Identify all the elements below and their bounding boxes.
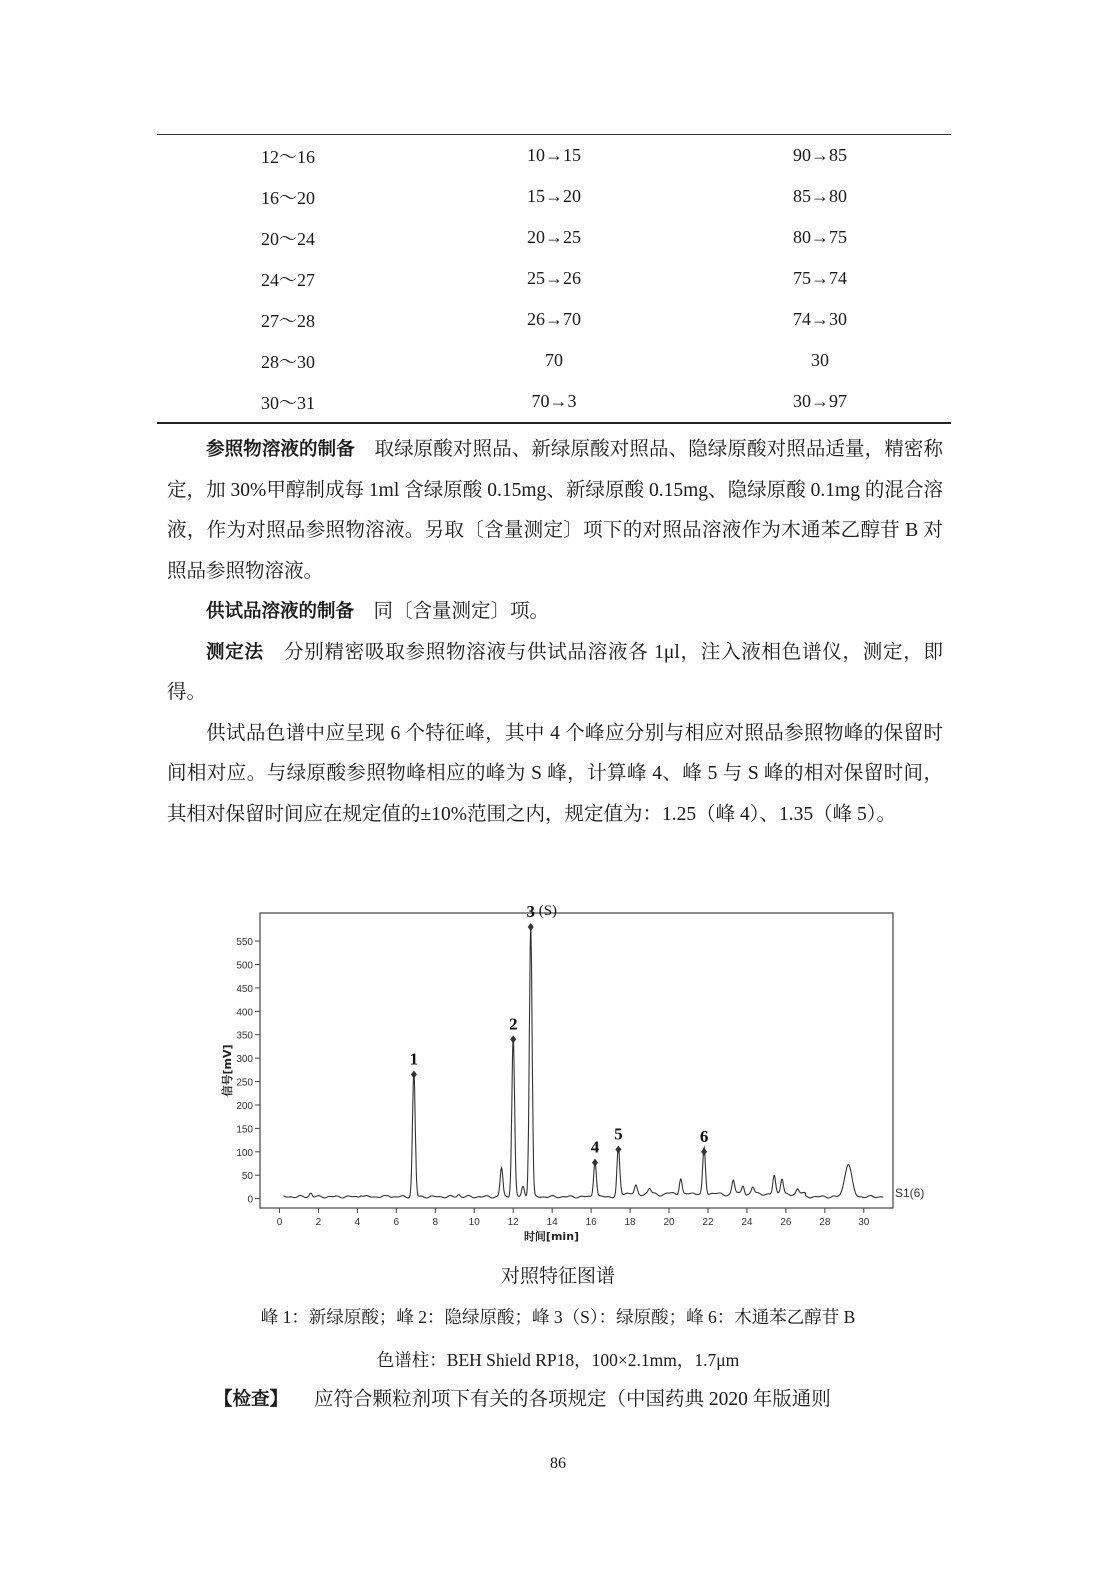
heading-test-solution: 供试品溶液的制备: [206, 601, 355, 622]
table-row: [157, 258, 951, 299]
y-tick-label: 200: [236, 1100, 253, 1112]
y-tick-label: 150: [236, 1124, 253, 1136]
x-tick-label: 26: [780, 1217, 792, 1228]
chromatogram-trace: [283, 927, 883, 1198]
table-cell: 27～28: [261, 310, 315, 331]
x-tick-label: 8: [432, 1217, 439, 1228]
y-tick-label: 550: [236, 937, 253, 949]
x-tick-label: 22: [702, 1217, 714, 1228]
y-tick-label: 0: [247, 1194, 253, 1206]
x-tick-label: 16: [585, 1217, 597, 1228]
peak-label: 5: [614, 1124, 623, 1144]
check-section: [214, 1380, 954, 1420]
figure-column-note: 色谱柱：BEH Shield RP18，100×2.1mm，1.7μm: [376, 1350, 740, 1370]
heading-method: 测定法: [206, 641, 264, 663]
table-row: [157, 176, 951, 217]
text-method: 分别精密吸取参照物溶液与供试品溶液各 1μl，注入液相色谱仪，测定，即得。: [167, 641, 943, 703]
x-tick-label: 14: [546, 1217, 558, 1228]
table-row: [157, 135, 951, 176]
chromatogram-chart: [205, 905, 925, 1245]
table-cell: 75→74: [792, 268, 847, 288]
heading-reference-solution: 参照物溶液的制备: [206, 439, 355, 460]
page-number: 86: [550, 1455, 566, 1472]
x-tick-label: 10: [468, 1217, 480, 1228]
text-test-solution: 同〔含量测定〕项。: [373, 601, 550, 622]
table-cell: 20～24: [261, 228, 315, 249]
peak-marker: [701, 1148, 707, 1156]
y-tick-label: 450: [236, 983, 253, 995]
table-cell: 30～31: [261, 392, 315, 413]
peak-label: 2: [508, 1014, 518, 1034]
table-row: [157, 340, 951, 381]
x-tick-label: 6: [393, 1217, 400, 1228]
y-tick-label: 350: [236, 1030, 253, 1042]
y-tick-label: 500: [236, 960, 253, 972]
table-bottom-rule: [157, 422, 951, 424]
y-tick-label: 300: [236, 1054, 253, 1066]
x-tick-label: 20: [663, 1217, 675, 1228]
table-cell: 16～20: [261, 187, 315, 208]
peak-marker: [528, 923, 534, 931]
table-cell: 90→85: [792, 145, 847, 165]
y-tick-label: 250: [236, 1077, 253, 1089]
table-cell: 30→97: [792, 391, 847, 411]
x-tick-label: 28: [819, 1217, 831, 1228]
x-axis-label: 时间[min]: [523, 1230, 580, 1243]
table-cell: 80→75: [792, 227, 847, 247]
table-cell: 20→25: [526, 227, 581, 247]
paragraph-requirement: [167, 714, 943, 836]
table-row: [157, 381, 951, 422]
text-reference-solution: 取绿原酸对照品、新绿原酸对照品、隐绿原酸对照品适量，精密称定，加 30%甲醇制成每 1ml 含绿原酸 0.15mg、新绿原酸 0.15mg、隐绿原酸 0.1mg 的混合溶液，作为对照品参照物溶液。另取〔含量测定〕项下的对照品溶液作为木通苯乙醇苷 B 对照品参照物溶液。: [167, 439, 943, 582]
x-tick-label: 2: [315, 1217, 322, 1228]
peak-marker: [615, 1145, 621, 1153]
table-cell: 85→80: [792, 186, 847, 206]
check-heading: 【检查】: [214, 1389, 289, 1410]
table-cell: 10→15: [526, 145, 581, 165]
gradient-table-grid: [157, 135, 951, 422]
gradient-table: [157, 134, 951, 424]
x-tick-label: 18: [624, 1217, 636, 1228]
y-axis-label: 信号[mV]: [221, 1044, 234, 1097]
table-cell: 26→70: [526, 309, 581, 329]
paragraph-test-solution: [167, 592, 943, 633]
table-cell: 70: [544, 350, 563, 370]
series-label: S1(6): [895, 1186, 925, 1201]
table-cell: 74→30: [792, 309, 847, 329]
table-cell: 30: [810, 350, 829, 370]
paragraph-reference-solution: [167, 430, 943, 592]
peak-label: 6: [699, 1126, 709, 1146]
y-tick-label: 100: [236, 1147, 253, 1159]
peak-label: 4: [590, 1137, 600, 1157]
x-tick-label: 24: [741, 1217, 753, 1228]
plot-frame: [260, 913, 893, 1208]
table-cell: 25→26: [526, 268, 581, 288]
x-tick-label: 30: [858, 1217, 870, 1228]
body-text: [167, 430, 943, 835]
x-tick-label: 4: [354, 1217, 361, 1228]
x-tick-label: 0: [276, 1217, 283, 1228]
table-cell: 28～30: [261, 351, 315, 372]
check-text: 应符合颗粒剂项下有关的各项规定（中国药典 2020 年版通则: [314, 1389, 831, 1410]
peak-label: 1: [409, 1049, 419, 1069]
peak-marker: [510, 1035, 516, 1043]
table-row: [157, 299, 951, 340]
table-cell: 24～27: [261, 269, 315, 290]
peak-marker: [411, 1071, 417, 1079]
figure-caption: 对照特征图谱: [500, 1265, 615, 1287]
paragraph-method: [167, 633, 943, 714]
y-tick-label: 50: [241, 1171, 253, 1183]
x-tick-label: 12: [507, 1217, 519, 1228]
y-tick-label: 400: [236, 1007, 253, 1019]
table-row: [157, 217, 951, 258]
table-cell: 12～16: [261, 146, 315, 167]
text-requirement: 供试品色谱中应呈现 6 个特征峰，其中 4 个峰应分别与相应对照品参照物峰的保留时间相对应。与绿原酸参照物峰相应的峰为 S 峰，计算峰 4、峰 5 与 S 峰的相对保留时间，其相对保留时间应在规定值的±10%范围之内，规定值为：1.25（峰 4）、1.35（峰 5）。: [167, 722, 943, 825]
table-cell: 70→3: [531, 391, 577, 411]
peak-label: 3: [526, 905, 535, 922]
peak-marker: [592, 1159, 598, 1167]
table-cell: 15→20: [526, 186, 581, 206]
peak-label-suffix: (S): [538, 905, 558, 920]
figure-peak-note: 峰 1：新绿原酸；峰 2：隐绿原酸；峰 3（S）：绿原酸；峰 6：木通苯乙醇苷 B: [260, 1307, 856, 1327]
